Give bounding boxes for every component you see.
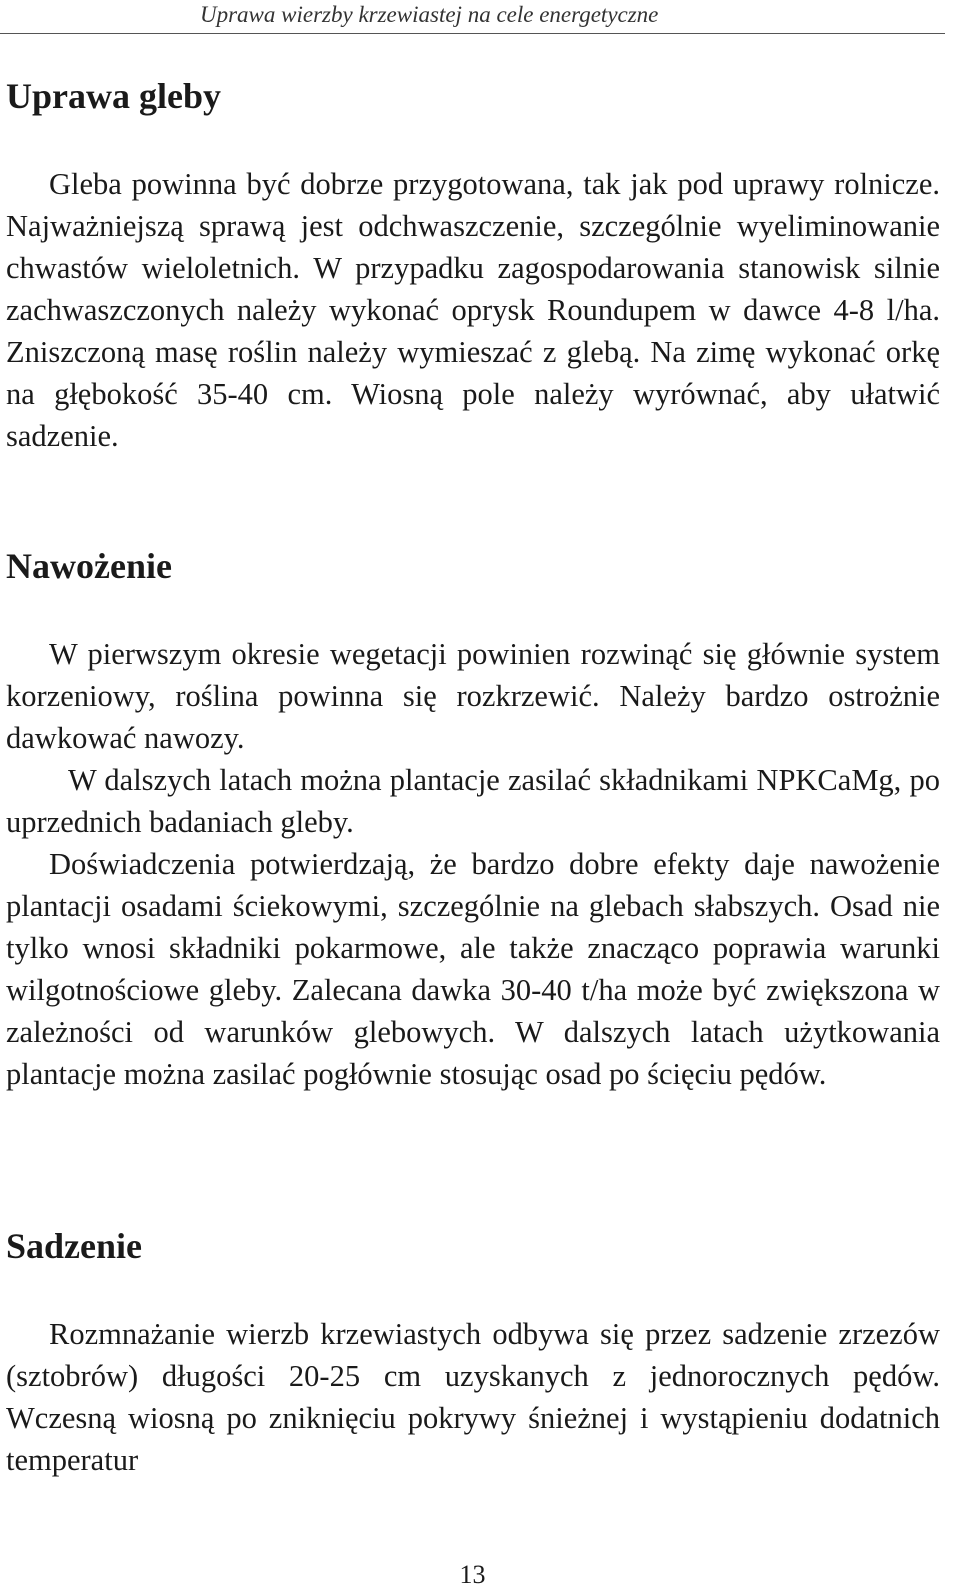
paragraph-nawozenie-1: W pierwszym okresie wegetacji powinien rozwinąć się głównie system korzeniowy, roślina powinna się rozkrzewić. Należy bardzo ostrożnie dawkować nawozy. <box>6 637 940 755</box>
section-title-uprawa-gleby: Uprawa gleby <box>6 76 221 116</box>
running-header: Uprawa wierzby krzewiastej na cele energetyczne <box>200 2 659 27</box>
header-rule <box>0 33 945 34</box>
paragraph-sadzenie: Rozmnażanie wierzb krzewiastych odbywa się przez sadzenie zrzezów (sztobrów) długości 20-25 cm uzyskanych z jednorocznych pędów. Wczesną wiosną po zniknięciu pokrywy śnieżnej i wystąpieniu dodatnich temperatur <box>6 1317 940 1477</box>
section-title-sadzenie: Sadzenie <box>6 1226 143 1266</box>
page-number: 13 <box>459 1560 486 1589</box>
paragraph-nawozenie-2: W dalszych latach można plantacje zasilać składnikami NPKCaMg, po uprzednich badaniach gleby. <box>6 763 940 839</box>
section-title-nawozenie: Nawożenie <box>6 546 172 586</box>
paragraph-nawozenie-3: Doświadczenia potwierdzają, że bardzo dobre efekty daje nawożenie plantacji osadami ściekowymi, szczególnie na glebach słabszych. Osad nie tylko wnosi składniki pokarmowe, ale także znacząco poprawia warunki wilgotnościowe gleby. Zalecana dawka 30-40 t/ha może być zwiększona w zależności od warunków glebowych. W dalszych latach użytkowania plantacje można zasilać pogłównie stosując osad po ścięciu pędów. <box>6 847 940 1091</box>
paragraph-uprawa-gleby: Gleba powinna być dobrze przygotowana, tak jak pod uprawy rolnicze. Najważniejszą sprawą jest odchwaszczenie, szczególnie wyeliminowanie chwastów wieloletnich. W przypadku zagospodarowania stanowisk silnie zachwaszczonych należy wykonać oprysk Roundupem w dawce 4-8 l/ha. Zniszczoną masę roślin należy wymieszać z glebą. Na zimę wykonać orkę na głębokość 35-40 cm. Wiosną pole należy wyrównać, aby ułatwić sadzenie. <box>6 167 940 453</box>
